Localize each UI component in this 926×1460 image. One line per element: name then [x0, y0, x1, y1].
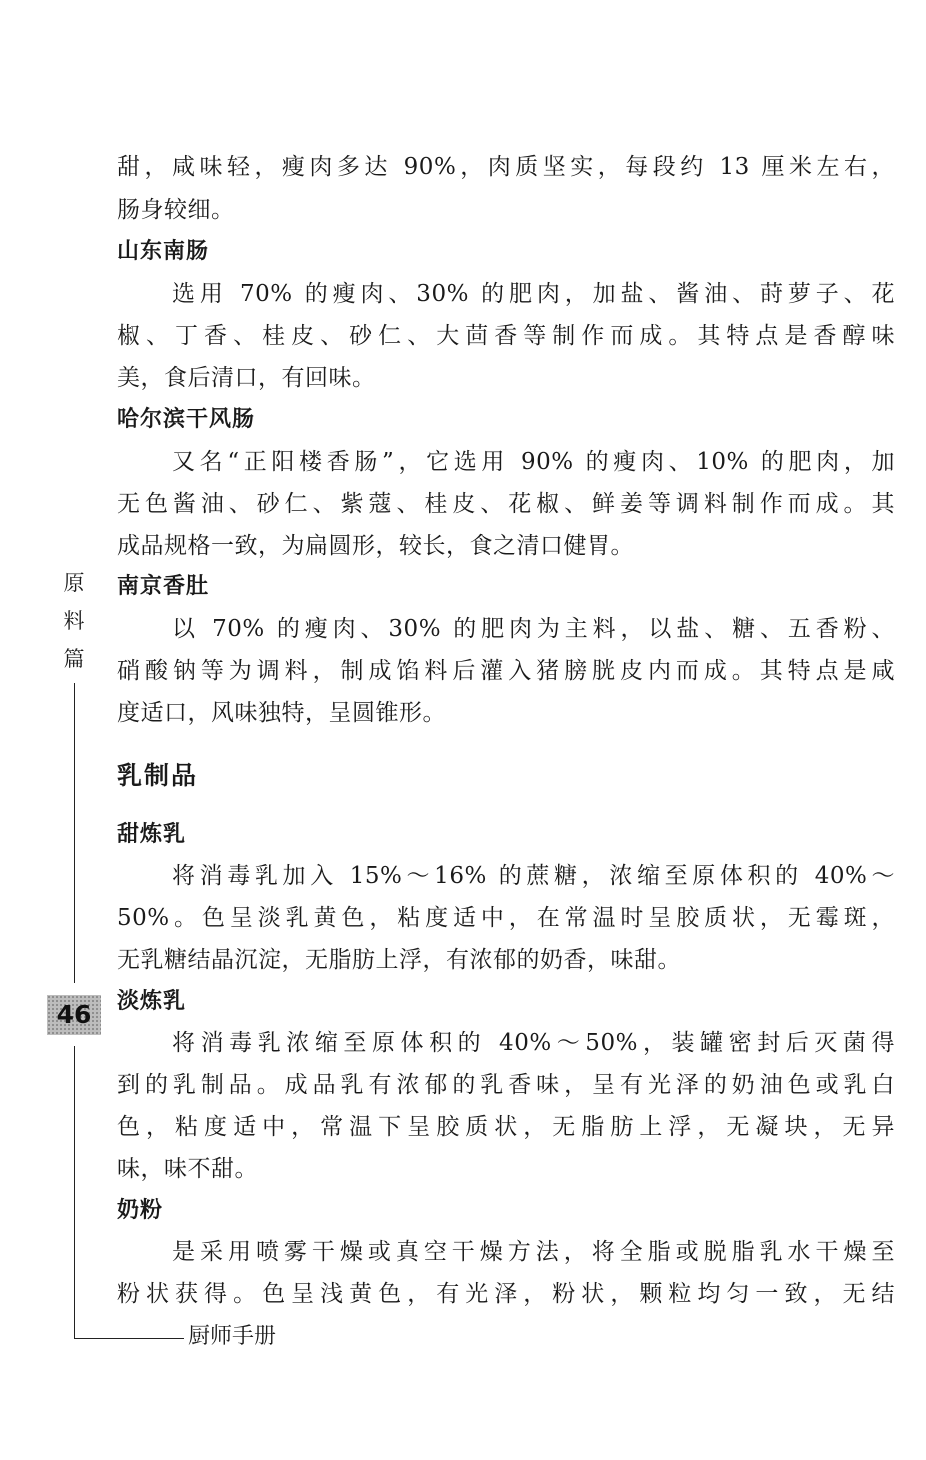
- body-line: 无乳糖结晶沉淀，无脂肪上浮，有浓郁的奶香，味甜。: [117, 947, 681, 973]
- subheading-milk-powder: 奶粉: [117, 1198, 164, 1223]
- body-line: 度适口，风味独特，呈圆锥形。: [117, 700, 446, 726]
- body-line: 50%。色呈淡乳黄色，粘度适中，在常温时呈胶质状，无霉斑，: [117, 905, 895, 931]
- body-line: 将消毒乳加入 15%～16% 的蔗糖，浓缩至原体积的 40%～: [172, 863, 895, 889]
- body-line: 将消毒乳浓缩至原体积的 40%～50%，装罐密封后灭菌得: [172, 1030, 895, 1056]
- subheading-sweetened-condensed-milk: 甜炼乳: [117, 822, 187, 847]
- footer-book-title: 厨师手册: [188, 1324, 277, 1349]
- sidebar-chapter-char: 原: [63, 571, 85, 595]
- body-line: 美，食后清口，有回味。: [117, 365, 376, 391]
- body-line: 色，粘度适中，常温下呈胶质状，无脂肪上浮，无凝块，无异: [117, 1114, 895, 1140]
- body-line: 是采用喷雾干燥或真空干燥方法，将全脂或脱脂乳水干燥至: [172, 1239, 895, 1265]
- sidebar-chapter-char: 篇: [63, 647, 85, 671]
- body-line: 味，味不甜。: [117, 1156, 258, 1182]
- footer-rule: [74, 1338, 184, 1339]
- sidebar-rule-lower: [74, 1046, 75, 1339]
- body-line: 成品规格一致，为扁圆形，较长，食之清口健胃。: [117, 533, 634, 559]
- subheading-harbin: 哈尔滨干风肠: [117, 407, 256, 432]
- body-line: 到的乳制品。成品乳有浓郁的乳香味，呈有光泽的奶油色或乳白: [117, 1072, 895, 1098]
- page-number-badge: 46: [47, 995, 101, 1035]
- section-heading-dairy: 乳制品: [117, 761, 199, 790]
- sidebar-rule-upper: [74, 683, 75, 983]
- body-line: 又名“正阳楼香肠”，它选用 90% 的瘦肉、10% 的肥肉，加: [172, 449, 895, 475]
- subheading-nanjing: 南京香肚: [117, 574, 210, 599]
- body-line: 选用 70% 的瘦肉、30% 的肥肉，加盐、酱油、莳萝子、花: [172, 281, 895, 307]
- body-line: 粉状获得。色呈浅黄色，有光泽，粉状，颗粒均匀一致，无结: [117, 1281, 895, 1307]
- body-line: 甜，咸味轻，瘦肉多达 90%，肉质坚实，每段约 13 厘米左右，: [117, 154, 895, 180]
- subheading-evaporated-milk: 淡炼乳: [117, 989, 187, 1014]
- body-line: 无色酱油、砂仁、紫蔻、桂皮、花椒、鲜姜等调料制作而成。其: [117, 491, 895, 517]
- body-line: 硝酸钠等为调料，制成馅料后灌入猪膀胱皮内而成。其特点是咸: [117, 658, 895, 684]
- subheading-shandong: 山东南肠: [117, 239, 210, 264]
- body-line: 椒、丁香、桂皮、砂仁、大茴香等制作而成。其特点是香醇味: [117, 323, 895, 349]
- body-line: 以 70% 的瘦肉、30% 的肥肉为主料，以盐、糖、五香粉、: [172, 616, 895, 642]
- sidebar-chapter-char: 料: [63, 609, 85, 633]
- body-line: 肠身较细。: [117, 197, 235, 223]
